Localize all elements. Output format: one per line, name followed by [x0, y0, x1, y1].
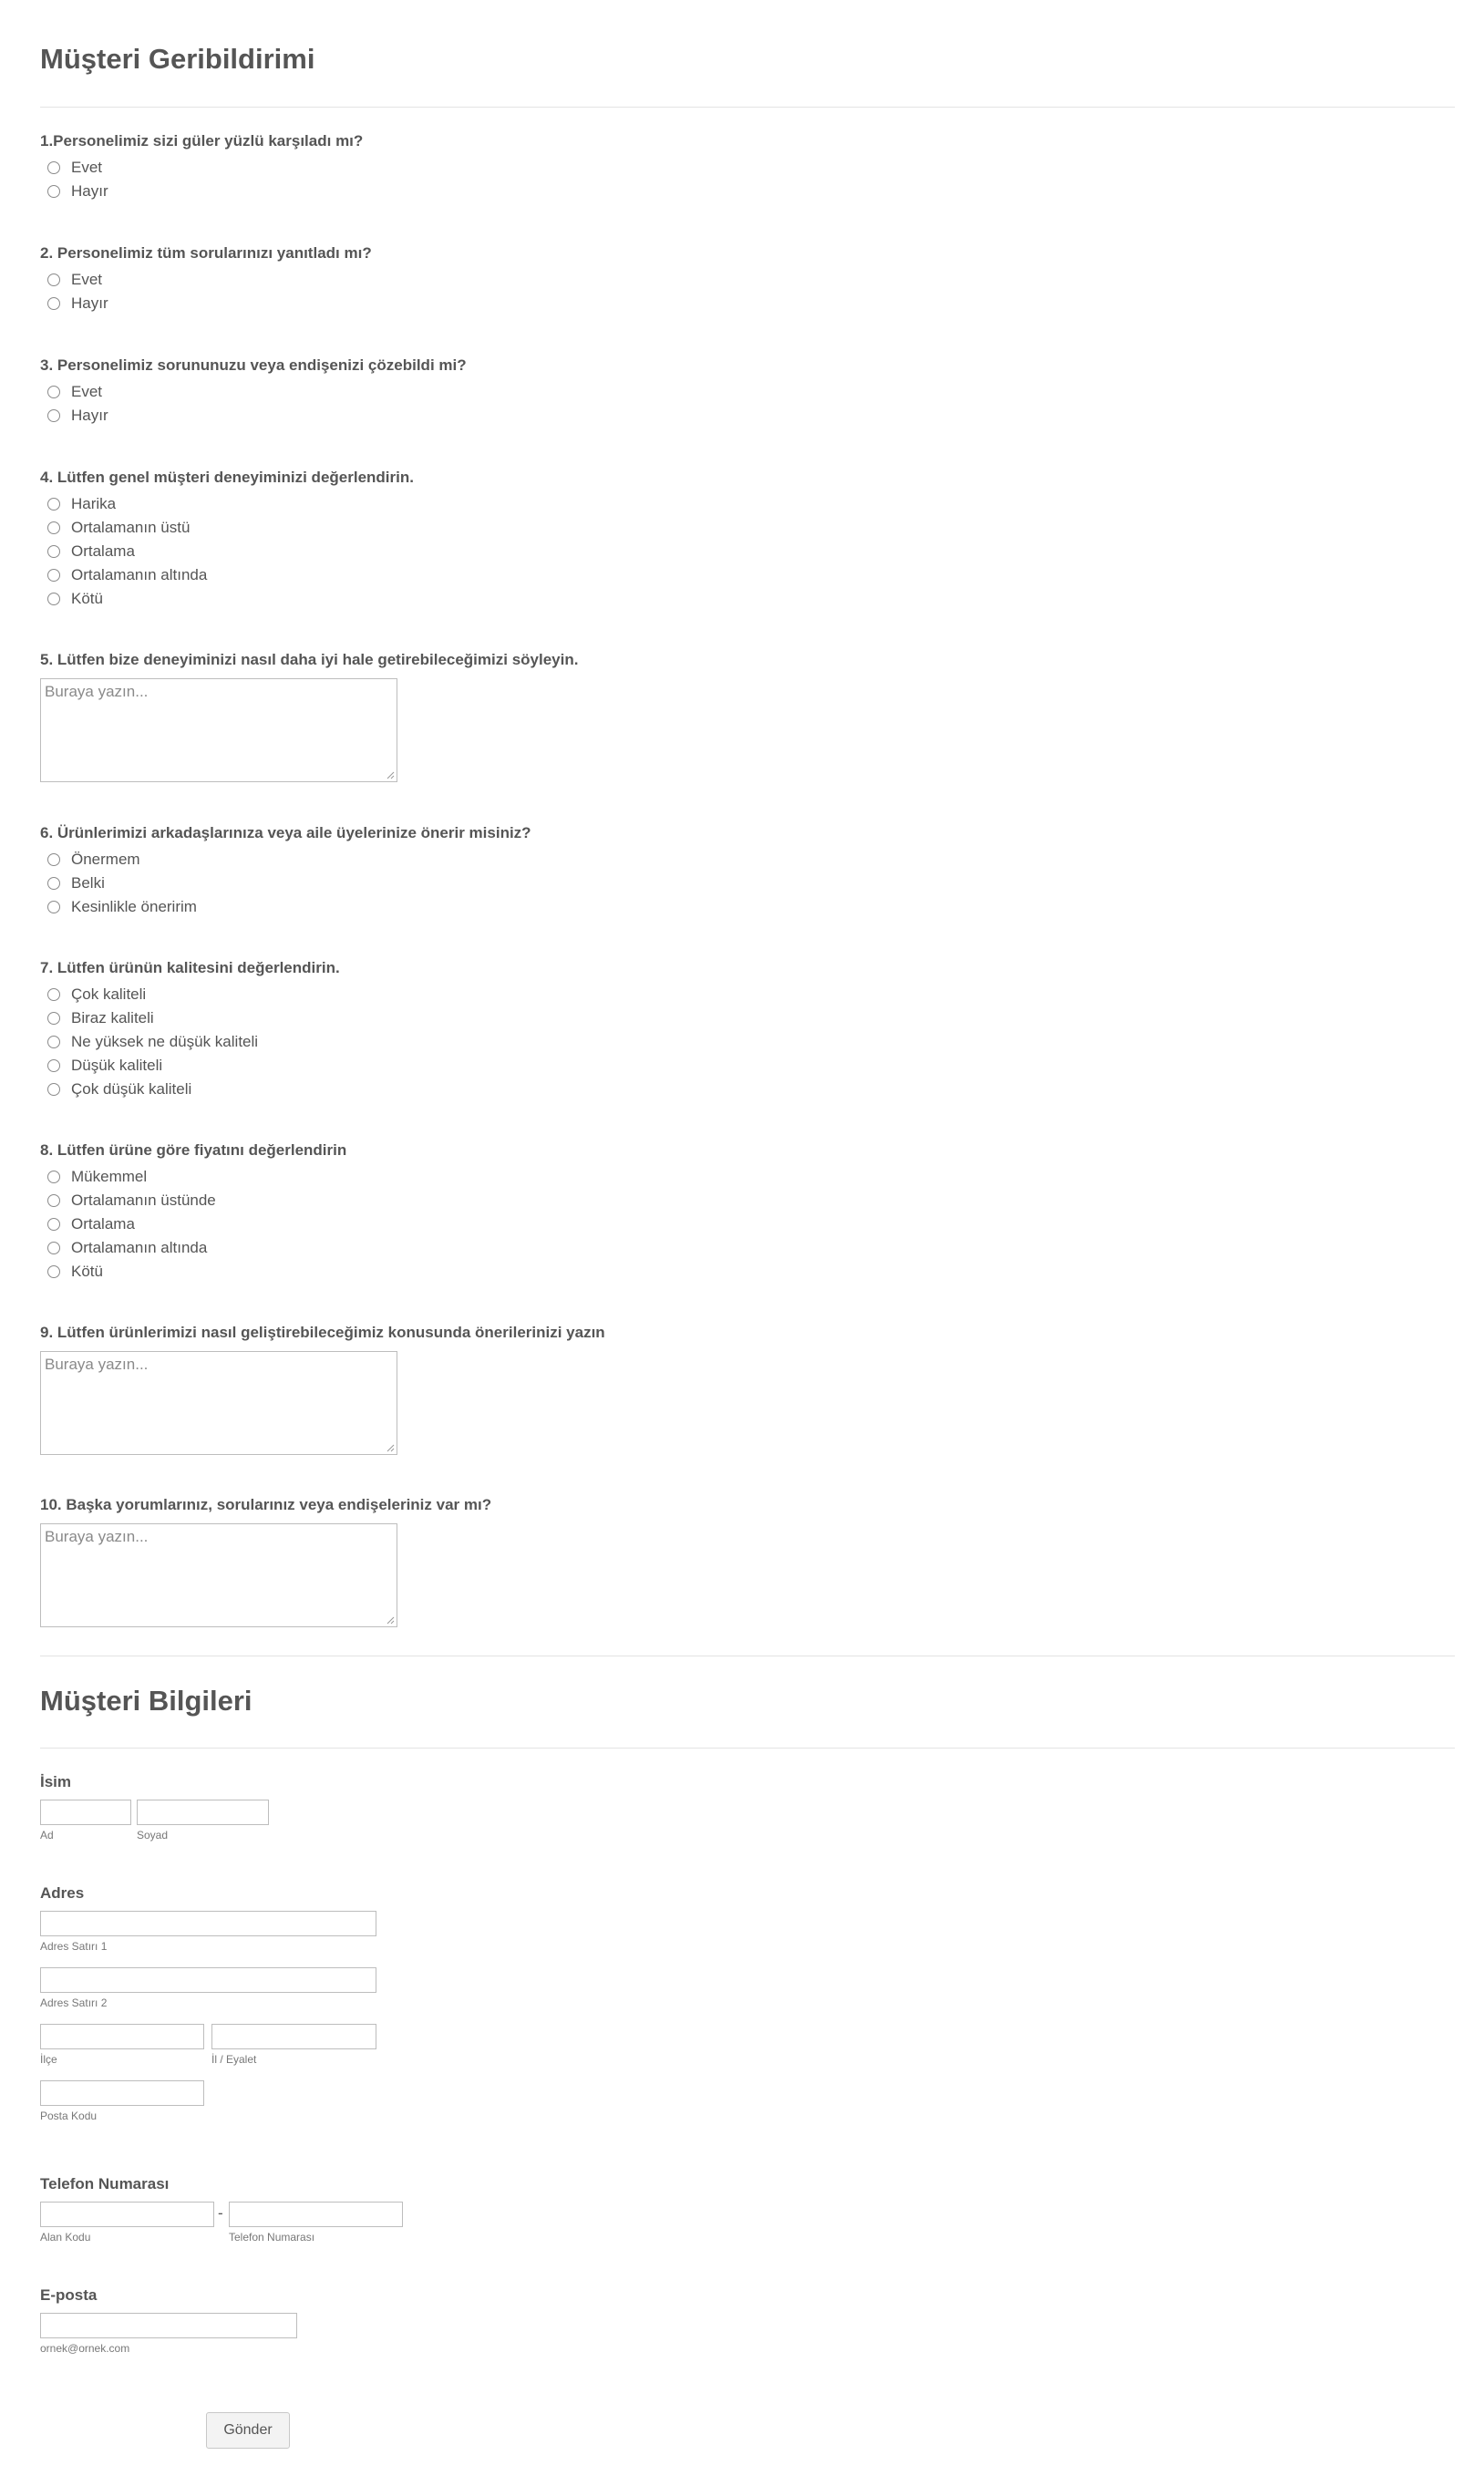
- question-8-option-4[interactable]: [47, 1238, 207, 1258]
- radio-button[interactable]: [47, 297, 60, 310]
- resize-grip-icon[interactable]: [386, 1616, 395, 1625]
- address-line-2-input[interactable]: [40, 1967, 376, 1993]
- province-input[interactable]: [211, 2024, 376, 2049]
- question-8-option-3[interactable]: [47, 1214, 135, 1234]
- radio-button[interactable]: [47, 521, 60, 534]
- question-7-option-3[interactable]: [47, 1032, 258, 1052]
- option-label: Ortalama: [71, 1215, 135, 1233]
- question-8-option-2[interactable]: [47, 1191, 216, 1211]
- question-6-label: 6. Ürünlerimizi arkadaşlarınıza veya aile üyelerinize önerir misiniz?: [40, 824, 531, 841]
- option-label: Ortalama: [71, 542, 135, 560]
- option-label: Belki: [71, 874, 105, 892]
- radio-button[interactable]: [47, 273, 60, 286]
- radio-button[interactable]: [47, 161, 60, 174]
- radio-button[interactable]: [47, 1171, 60, 1183]
- question-2-option-evet[interactable]: [47, 270, 102, 290]
- option-label: Kötü: [71, 590, 103, 607]
- phone-number-sublabel: Telefon Numarası: [229, 2231, 315, 2244]
- resize-grip-icon[interactable]: [386, 771, 395, 779]
- question-7-option-5[interactable]: [47, 1079, 191, 1099]
- radio-button[interactable]: [47, 1083, 60, 1096]
- customer-info-title: Müşteri Bilgileri: [40, 1685, 252, 1717]
- postal-code-sublabel: Posta Kodu: [40, 2110, 98, 2122]
- address-line-2-sublabel: Adres Satırı 2: [40, 1996, 108, 2009]
- option-label: Çok kaliteli: [71, 985, 147, 1003]
- option-label: Önermem: [71, 851, 140, 868]
- radio-button[interactable]: [47, 1218, 60, 1231]
- last-name-input[interactable]: [137, 1800, 269, 1825]
- textarea-placeholder: Buraya yazın...: [45, 1356, 149, 1373]
- radio-button[interactable]: [47, 593, 60, 605]
- address-line-1-sublabel: Adres Satırı 1: [40, 1940, 108, 1953]
- address-label: Adres: [40, 1884, 85, 1902]
- option-label: Mükemmel: [71, 1168, 148, 1185]
- option-label: Hayır: [71, 182, 108, 200]
- question-10-textarea[interactable]: [40, 1523, 397, 1627]
- radio-button[interactable]: [47, 185, 60, 198]
- option-label: Evet: [71, 271, 103, 288]
- email-label: E-posta: [40, 2286, 98, 2304]
- question-7-option-1[interactable]: [47, 985, 146, 1005]
- option-label: Evet: [71, 159, 103, 176]
- submit-button[interactable]: Gönder: [206, 2412, 290, 2449]
- question-6-option-1[interactable]: [47, 850, 140, 870]
- question-2-label: 2. Personelimiz tüm sorularınızı yanıtladı mı?: [40, 244, 372, 262]
- question-9-label: 9. Lütfen ürünlerimizi nasıl geliştirebileceğimiz konusunda önerilerinizi yazın: [40, 1324, 605, 1341]
- name-label: İsim: [40, 1773, 72, 1790]
- option-label: Biraz kaliteli: [71, 1009, 154, 1027]
- question-4-option-4[interactable]: [47, 565, 207, 585]
- question-2-option-hayir[interactable]: [47, 294, 108, 314]
- question-1-label: 1.Personelimiz sizi güler yüzlü karşıladı mı?: [40, 132, 364, 150]
- question-3-option-hayir[interactable]: [47, 406, 108, 426]
- question-1-option-hayir[interactable]: [47, 181, 108, 201]
- question-7-option-4[interactable]: [47, 1056, 162, 1076]
- option-label: Ortalamanın üstü: [71, 519, 191, 536]
- option-label: Evet: [71, 383, 103, 400]
- question-7-label: 7. Lütfen ürünün kalitesini değerlendirin.: [40, 959, 340, 976]
- question-4-option-3[interactable]: [47, 542, 135, 562]
- district-input[interactable]: [40, 2024, 204, 2049]
- option-label: Harika: [71, 495, 117, 512]
- question-6-option-2[interactable]: [47, 873, 105, 893]
- area-code-sublabel: Alan Kodu: [40, 2231, 91, 2244]
- option-label: Ortalamanın altında: [71, 566, 208, 583]
- last-name-sublabel: Soyad: [137, 1829, 169, 1842]
- option-label: Ortalamanın altında: [71, 1239, 208, 1256]
- question-5-label: 5. Lütfen bize deneyiminizi nasıl daha iyi hale getirebileceğimizi söyleyin.: [40, 651, 579, 668]
- email-input[interactable]: [40, 2313, 297, 2338]
- question-4-label: 4. Lütfen genel müşteri deneyiminizi değerlendirin.: [40, 469, 414, 486]
- question-4-option-2[interactable]: [47, 518, 190, 538]
- address-line-1-input[interactable]: [40, 1911, 376, 1936]
- question-8-option-5[interactable]: [47, 1262, 103, 1282]
- customer-info-divider: [40, 1748, 1455, 1749]
- first-name-sublabel: Ad: [40, 1829, 54, 1842]
- radio-button[interactable]: [47, 498, 60, 511]
- radio-button[interactable]: [47, 988, 60, 1001]
- question-8-label: 8. Lütfen ürüne göre fiyatını değerlendirin: [40, 1141, 347, 1159]
- question-5-textarea[interactable]: [40, 678, 397, 782]
- radio-button[interactable]: [47, 569, 60, 582]
- option-label: Çok düşük kaliteli: [71, 1080, 192, 1098]
- option-label: Düşük kaliteli: [71, 1057, 163, 1074]
- question-10-label: 10. Başka yorumlarınız, sorularınız veya endişeleriniz var mı?: [40, 1496, 492, 1513]
- option-label: Hayır: [71, 294, 108, 312]
- question-9-textarea[interactable]: [40, 1351, 397, 1455]
- textarea-placeholder: Buraya yazın...: [45, 1528, 149, 1545]
- option-label: Kötü: [71, 1263, 103, 1280]
- option-label: Ne yüksek ne düşük kaliteli: [71, 1033, 259, 1050]
- area-code-input[interactable]: [40, 2202, 214, 2227]
- radio-button[interactable]: [47, 1059, 60, 1072]
- radio-button[interactable]: [47, 1036, 60, 1048]
- form-title: Müşteri Geribildirimi: [40, 43, 315, 75]
- radio-button[interactable]: [47, 877, 60, 890]
- question-7-option-2[interactable]: [47, 1008, 154, 1028]
- radio-button[interactable]: [47, 853, 60, 866]
- postal-code-input[interactable]: [40, 2080, 204, 2106]
- phone-number-input[interactable]: [229, 2202, 403, 2227]
- radio-button[interactable]: [47, 1194, 60, 1207]
- question-8-option-1[interactable]: [47, 1167, 147, 1187]
- option-label: Kesinlikle öneririm: [71, 898, 197, 915]
- phone-separator: -: [218, 2204, 223, 2222]
- question-6-option-3[interactable]: [47, 897, 197, 917]
- radio-button[interactable]: [47, 386, 60, 398]
- question-1-option-evet[interactable]: [47, 158, 102, 178]
- radio-button[interactable]: [47, 901, 60, 913]
- radio-button[interactable]: [47, 545, 60, 558]
- email-sublabel: ornek@ornek.com: [40, 2342, 130, 2355]
- radio-button[interactable]: [47, 1265, 60, 1278]
- phone-label: Telefon Numarası: [40, 2175, 170, 2192]
- textarea-placeholder: Buraya yazın...: [45, 683, 149, 700]
- first-name-input[interactable]: [40, 1800, 131, 1825]
- option-label: Hayır: [71, 407, 108, 424]
- question-4-option-5[interactable]: [47, 589, 103, 609]
- question-3-option-evet[interactable]: [47, 382, 102, 402]
- radio-button[interactable]: [47, 1242, 60, 1254]
- option-label: Ortalamanın üstünde: [71, 1192, 216, 1209]
- question-4-option-1[interactable]: [47, 494, 116, 514]
- header-divider: [40, 107, 1455, 108]
- radio-button[interactable]: [47, 1012, 60, 1025]
- radio-button[interactable]: [47, 409, 60, 422]
- district-sublabel: İlçe: [40, 2053, 57, 2066]
- resize-grip-icon[interactable]: [386, 1444, 395, 1452]
- province-sublabel: İl / Eyalet: [211, 2053, 257, 2066]
- question-3-label: 3. Personelimiz sorununuzu veya endişenizi çözebildi mi?: [40, 356, 467, 374]
